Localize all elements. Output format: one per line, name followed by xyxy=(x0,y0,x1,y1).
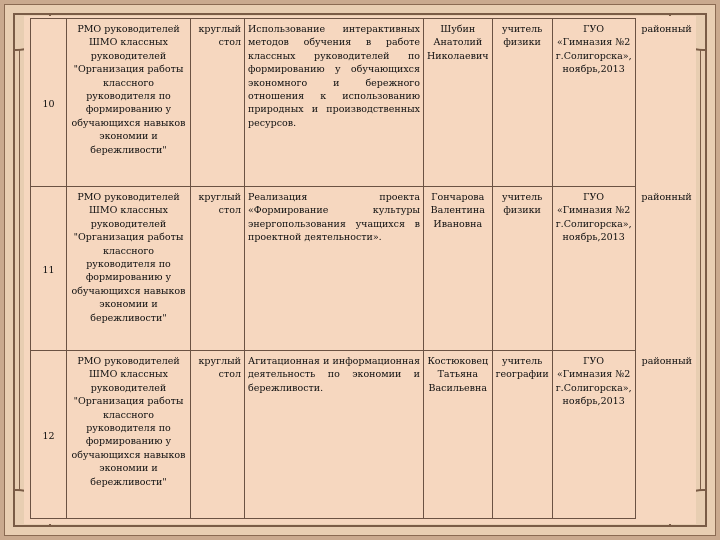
table-row xyxy=(31,351,699,519)
row-number: 10 xyxy=(31,19,67,187)
person-cell: Костюковец Татьяна Васильевна xyxy=(424,351,493,519)
place-cell: ГУО «Гимназия №2 г.Солигорска», ноябрь,2013 xyxy=(552,19,635,187)
table-row xyxy=(31,19,699,187)
form-cell: круглый стол xyxy=(191,351,245,519)
level-cell: районный xyxy=(641,355,692,367)
form-cell: круглый стол xyxy=(191,187,245,351)
place-cell: ГУО «Гимназия №2 г.Солигорска», ноябрь,2013 xyxy=(552,351,635,519)
role-cell: учитель физики xyxy=(492,187,552,351)
topic-cell: Реализация проекта «Формирование культуры энергопользования учащихся в проектной деятельности». xyxy=(245,187,424,351)
topic-cell: Агитационная и информационная деятельность по экономии и бережливости. xyxy=(245,351,424,519)
event-cell: РМО руководителей ШМО классных руководителей "Организация работы классного руководителя по формированию у обучающихся навыков экономии и бережливости" xyxy=(67,19,191,187)
person-cell: Шубин Анатолий Николаевич xyxy=(424,19,493,187)
topic-cell: Использование интерактивных методов обучения в работе классных руководителей по формированию у обучающихся экономного и бережного отношения к использованию природных и производственных ресурсов. xyxy=(245,19,424,187)
place-cell: ГУО «Гимназия №2 г.Солигорска», ноябрь,2013 xyxy=(552,187,635,351)
table-row xyxy=(31,187,699,351)
event-cell: РМО руководителей ШМО классных руководителей "Организация работы классного руководителя по формированию у обучающихся навыков экономии и бережливости" xyxy=(67,351,191,519)
form-cell: круглый стол xyxy=(191,19,245,187)
level-cell: районный xyxy=(641,23,692,35)
level-cell: районный xyxy=(641,191,692,203)
row-number: 12 xyxy=(31,351,67,519)
events-table xyxy=(30,18,699,519)
role-cell: учитель физики xyxy=(492,19,552,187)
person-cell: Гончарова Валентина Ивановна xyxy=(424,187,493,351)
role-cell: учитель географии xyxy=(492,351,552,519)
event-cell: РМО руководителей ШМО классных руководителей "Организация работы классного руководителя по формированию у обучающихся навыков экономии и бережливости" xyxy=(67,187,191,351)
row-number: 11 xyxy=(31,187,67,351)
